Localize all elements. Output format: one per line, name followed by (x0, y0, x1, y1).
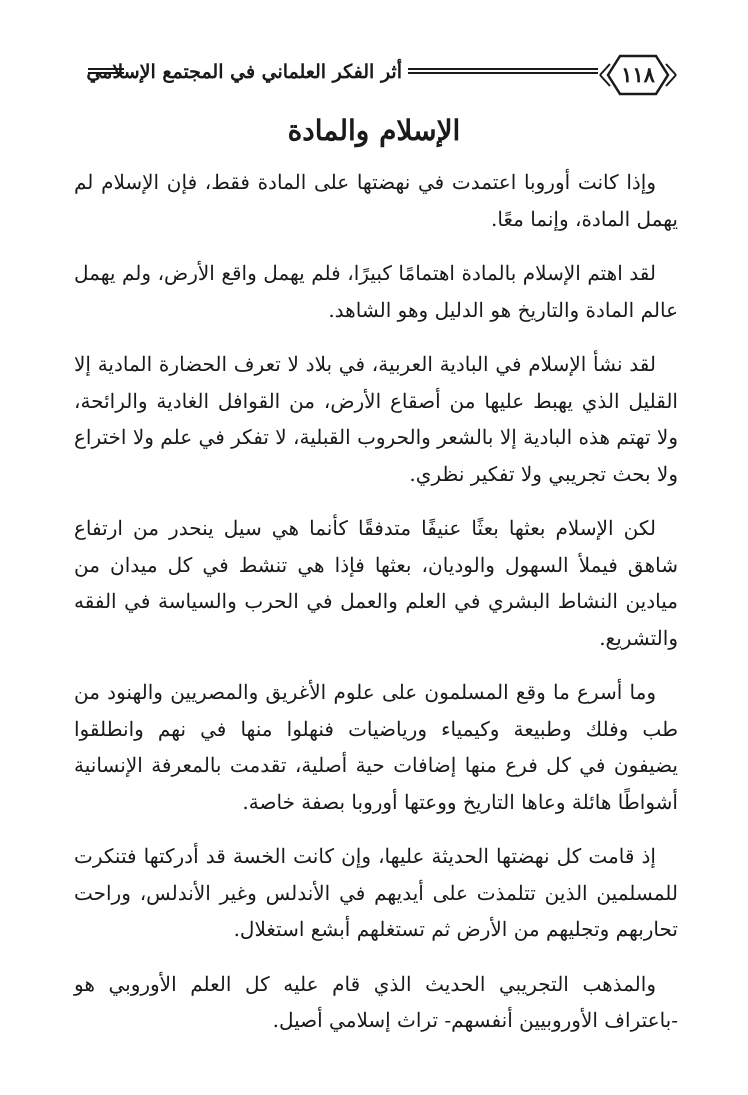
body-text (74, 164, 678, 1057)
paragraph: إذ قامت كل نهضتها الحديثة عليها، وإن كانت الخسة قد أدركتها فتنكرت للمسلمين الذين تتلمذت على أيديهم في الأندلس وغير الأندلس، وراحت تحاربهم وتجليهم من الأرض ثم تستغلهم أبشع استغلال. (74, 844, 678, 941)
page-number-badge (598, 48, 678, 102)
page-number: ١١٨ (621, 62, 655, 87)
paragraph: لقد نشأ الإسلام في البادية العربية، في بلاد لا تعرف الحضارة المادية إلا القليل الذي يهبط عليها من أصقاع الأرض، من القوافل الغادية والرائحة، ولا تهتم هذه البادية إلا بالشعر والحروب القبلية، لا تفكر في علم ولا اختراع ولا بحث تجريبي ولا تفكير نظري. (74, 352, 678, 486)
paragraph: وإذا كانت أوروبا اعتمدت في نهضتها على المادة فقط، فإن الإسلام لم يهمل المادة، وإنما معًا. (74, 170, 678, 231)
paragraph: لقد اهتم الإسلام بالمادة اهتمامًا كبيرًا، فلم يهمل واقع الأرض، ولم يهمل عالم المادة والتاريخ هو الدليل وهو الشاهد. (74, 261, 678, 322)
header-rule-right (408, 68, 598, 74)
paragraph: وما أسرع ما وقع المسلمون على علوم الأغريق والمصريين والهنود من طب وفلك وطبيعة وكيمياء ورياضيات فنهلوا منها في نهم وانطلقوا يضيفون في كل فرع منها إضافات حية أصلية، تقدمت بالمعرفة الإنسانية أشواطًا هائلة وعاها التاريخ ووعتها أوروبا بصفة خاصة. (74, 680, 678, 814)
paragraph: والمذهب التجريبي الحديث الذي قام عليه كل العلم الأوروبي هو -باعتراف الأوروبيين أنفسهم- تراث إسلامي أصيل. (74, 971, 678, 1032)
running-title: أثر الفكر العلماني في المجتمع الإسلامي (86, 61, 402, 83)
paragraph: لكن الإسلام بعثها بعثًا عنيفًا متدفقًا كأنما هي سيل ينحدر من ارتفاع شاهق فيملأ السهول والوديان، بعثها فإذا هي تنشط في كل ميدان من ميادين النشاط البشري في العلم والعمل في الحرب والسياسة في الفقه والتشريع. (74, 516, 678, 650)
section-title: الإسلام والمادة (287, 114, 461, 147)
page-header (88, 48, 678, 102)
